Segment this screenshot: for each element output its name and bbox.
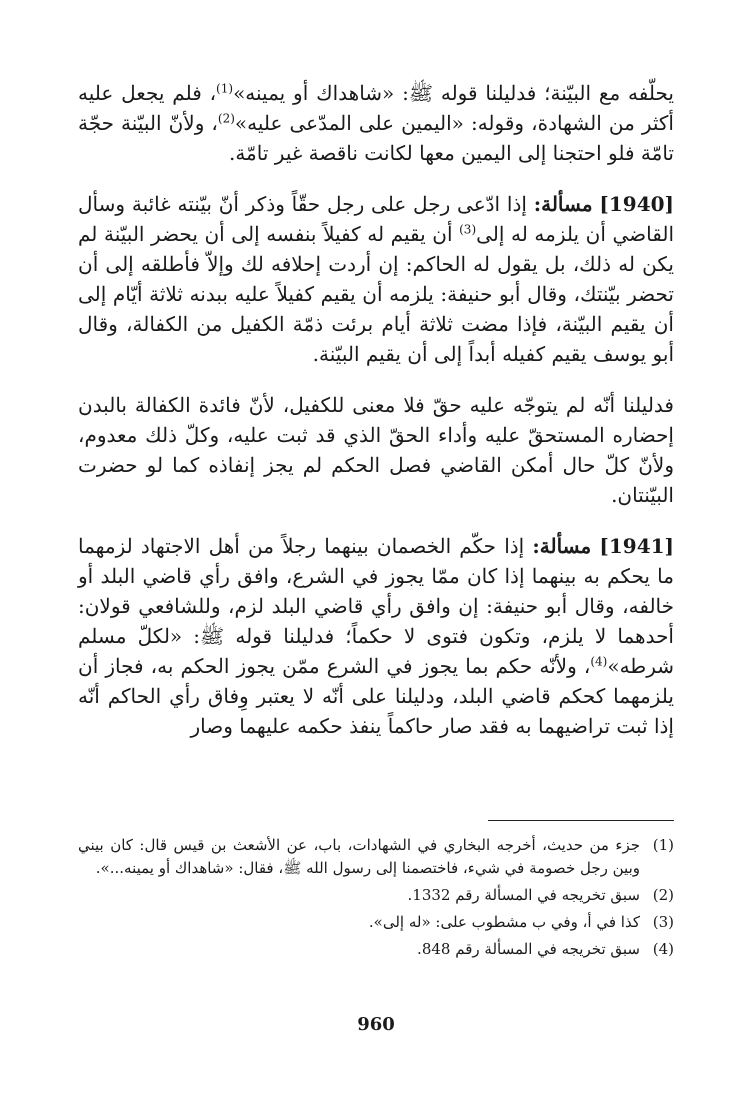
issue-paragraph bbox=[78, 189, 674, 369]
footnote-ref: (2) bbox=[217, 111, 235, 126]
issue-label: مسألة: bbox=[532, 534, 592, 558]
footnote-ref: (3) bbox=[459, 222, 477, 237]
footnote-number: (4) bbox=[652, 940, 674, 958]
issue-number: [1940] bbox=[599, 192, 674, 216]
issue-number: [1941] bbox=[599, 534, 675, 558]
text-run: إذا ادّعى رجل على رجل حقّاً وذكر أنّ بيّنته غائبة وسأل القاضي أن يلزمه له إلى bbox=[78, 192, 675, 246]
footnote-ref: (4) bbox=[590, 654, 608, 669]
main-text bbox=[78, 78, 674, 762]
footnote bbox=[78, 884, 674, 907]
footnote-text: جزء من حديث، أخرجه البخاري في الشهادات، باب، عن الأشعث بن قيس قال: كان بيني وبين رجل خصومة في شيء، فاختصمنا إلى رسول الله ﷺ، فقال: «شاهداك أو يمينه...». bbox=[78, 836, 640, 877]
text-run: ، فلم يجعل عليه أكثر من الشهادة، وقوله: «اليمين على المدّعى عليه» bbox=[78, 81, 674, 135]
footnote-text: كذا في أ، وفي ب مشطوب على: «له إلى». bbox=[368, 913, 640, 931]
footnotes bbox=[78, 834, 674, 965]
issue-label: مسألة: bbox=[533, 192, 593, 216]
text-run: ، ولأنّه حكم بما يجوز في الشرع ممّن يجوز الحكم به، فجاز أن يلزمهما كحكم قاضي البلد، ودليلنا على أنّه لا يعتبر وِفاق رأي الحاكم أنّه إذا ثبت تراضيهما به فقد صار حاكماً ينفذ حكمه عليهما وصار bbox=[78, 654, 674, 738]
body-paragraph bbox=[78, 78, 674, 168]
text-run: فدليلنا أنّه لم يتوجّه عليه حقّ فلا معنى للكفيل، لأنّ فائدة الكفالة بالبدن إحضاره المستحقّ عليه وأداء الحقّ الذي قد ثبت عليه، وكلّ ذلك معدوم، ولأنّ كلّ حال أمكن القاضي فصل الحكم لم يجز إنفاذه كما لو حضرت البيّنتان. bbox=[78, 393, 674, 507]
text-run: أن يقيم له كفيلاً بنفسه إلى أن يحضر البيّنة لم يكن له ذلك، بل يقول له الحاكم: إن أردت إحلافه لك وإلاّ فأطلقه إلى أن تحضر بيّنتك، وقال أبو حنيفة: يلزمه أن يقيم كفيلاً عليه ببدنه ثلاثة أيّام إلى أن يقيم البيّنة، فإذا مضت ثلاثة أيام برئت ذمّة الكفيل من الكفالة، وقال أبو يوسف يقيم كفيله أبداً إلى أن يقيم البيّنة. bbox=[78, 222, 674, 366]
footnote bbox=[78, 911, 674, 934]
text-run: يحلّفه مع البيّنة؛ فدليلنا قوله ﷺ: «شاهداك أو يمينه» bbox=[233, 81, 674, 105]
footnote-text: سبق تخريجه في المسألة رقم 848. bbox=[417, 940, 640, 958]
footnote bbox=[78, 938, 674, 961]
issue-paragraph bbox=[78, 531, 674, 741]
page-number: 960 bbox=[357, 1014, 395, 1035]
footnote-number: (1) bbox=[652, 836, 674, 854]
text-run: إذا حكّم الخصمان بينهما رجلاً من أهل الاجتهاد لزمهما ما يحكم به بينهما إذا كان ممّا يجوز في الشرع، وافق رأي قاضي البلد أو خالفه، وقال أبو حنيفة: إن وافق رأي قاضي البلد لزم، وللشافعي قولان: أحدهما لا يلزم، وتكون فتوى لا حكماً؛ فدليلنا قوله ﷺ: «لكلّ مسلم شرطه» bbox=[78, 534, 674, 678]
text-run: ، ولأنّ البيّنة حجّة تامّة فلو احتجنا إلى اليمين معها لكانت ناقصة غير تامّة. bbox=[78, 111, 674, 165]
footnote-ref: (1) bbox=[216, 81, 234, 96]
footnote bbox=[78, 834, 674, 880]
footnote-number: (2) bbox=[652, 886, 674, 904]
footnote-separator bbox=[488, 820, 674, 821]
footnote-number: (3) bbox=[652, 913, 674, 931]
body-paragraph bbox=[78, 390, 674, 510]
footnote-text: سبق تخريجه في المسألة رقم 1332. bbox=[407, 886, 640, 904]
